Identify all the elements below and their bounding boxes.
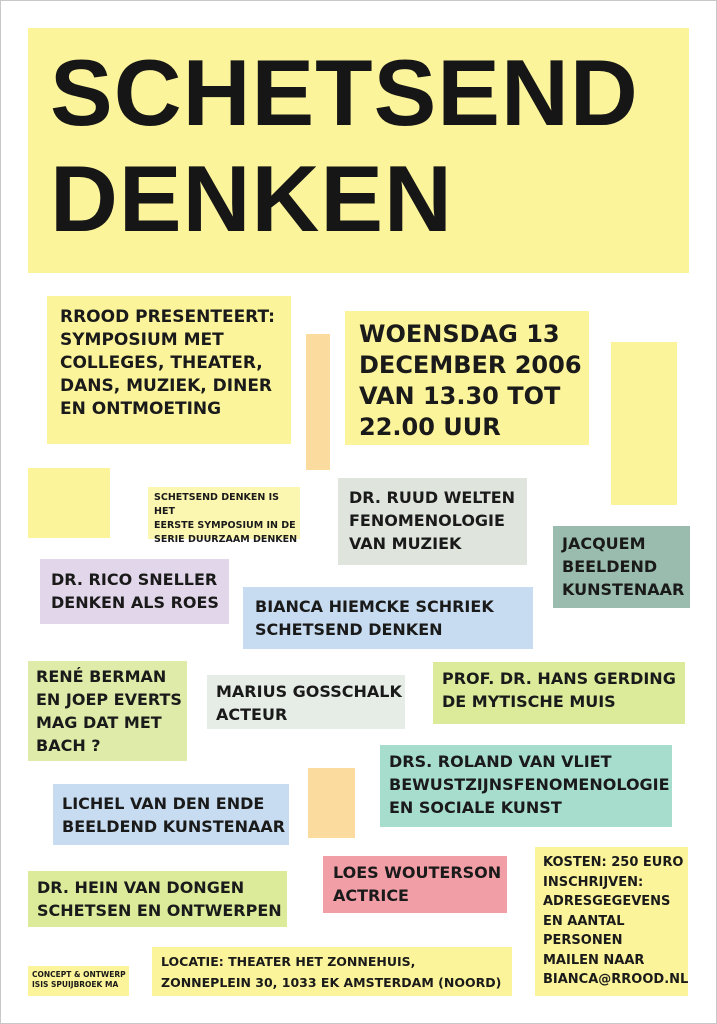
poster-title: SCHETSEND DENKEN (50, 40, 639, 251)
decor-block (306, 334, 330, 470)
decor-block (611, 342, 677, 505)
speaker-van-vliet: DRS. ROLAND VAN VLIET BEWUSTZIJNSFENOMENOLOGIE EN SOCIALE KUNST (380, 745, 672, 827)
speaker-berman: RENÉ BERMAN EN JOEP EVERTS MAG DAT MET BACH ? (28, 661, 187, 761)
location-block: LOCATIE: THEATER HET ZONNEHUIS, ZONNEPLEIN 30, 1033 EK AMSTERDAM (NOORD) (152, 947, 512, 996)
decor-block (28, 468, 110, 538)
credits-block: CONCEPT & ONTWERP ISIS SPUIJBROEK MA (28, 966, 129, 996)
speaker-wouterson: LOES WOUTERSON ACTRICE (323, 856, 507, 913)
speaker-van-den-ende: LICHEL VAN DEN ENDE BEELDEND KUNSTENAAR (53, 784, 289, 845)
costs-block: KOSTEN: 250 EURO INSCHRIJVEN: ADRESGEGEVENS EN AANTAL PERSONEN MAILEN NAAR BIANCA@RROOD.NL (535, 847, 688, 996)
series-note: SCHETSEND DENKEN IS HET EERSTE SYMPOSIUM IN DE SERIE DUURZAAM DENKEN (148, 487, 300, 539)
speaker-schriek: BIANCA HIEMCKE SCHRIEK SCHETSEND DENKEN (243, 587, 533, 649)
speaker-sneller: DR. RICO SNELLER DENKEN ALS ROES (40, 559, 229, 624)
speaker-gosschalk: MARIUS GOSSCHALK ACTEUR (207, 675, 405, 729)
speaker-jacquem: JACQUEM BEELDEND KUNSTENAAR (553, 526, 690, 608)
decor-block (308, 768, 355, 838)
date-block: WOENSDAG 13 DECEMBER 2006 VAN 13.30 TOT 22.00 UUR (345, 311, 589, 445)
intro-block: RROOD PRESENTEERT: SYMPOSIUM MET COLLEGES, THEATER, DANS, MUZIEK, DINER EN ONTMOETING (47, 296, 291, 444)
speaker-welten: DR. RUUD WELTEN FENOMENOLOGIE VAN MUZIEK (338, 478, 527, 565)
speaker-gerding: PROF. DR. HANS GERDING DE MYTISCHE MUIS (433, 662, 685, 724)
speaker-van-dongen: DR. HEIN VAN DONGEN SCHETSEN EN ONTWERPEN (28, 871, 287, 927)
